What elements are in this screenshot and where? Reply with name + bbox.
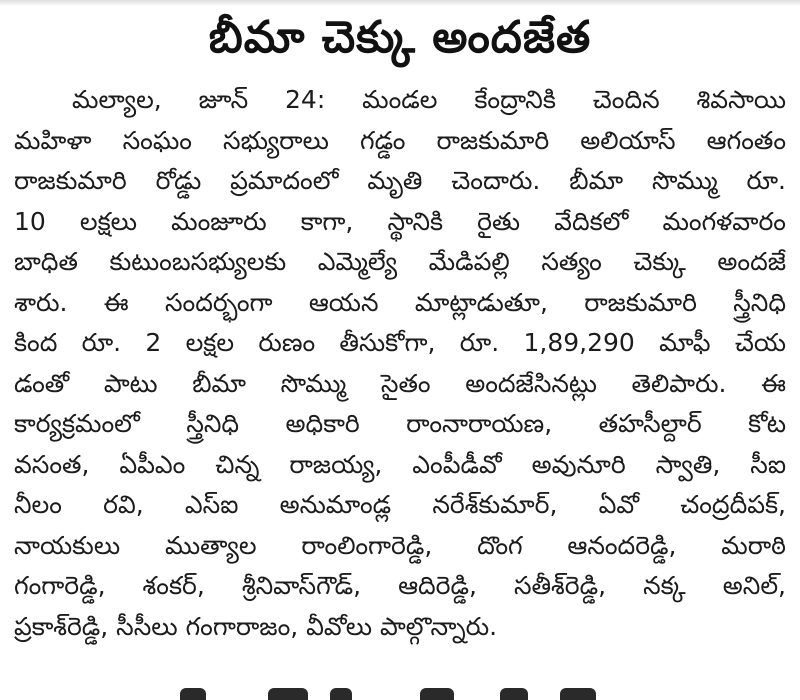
body-line: కార్యక్రమంలో స్త్రీనిధి అధికారి రాంనారాయణ, తహసీల్దార్ కోట	[14, 409, 786, 438]
body-line: 10 లక్షలు మంజూరు కాగా, స్థానికి రైతు వేదికలో మంగళవారం	[14, 206, 786, 236]
top-edge-fragment	[0, 0, 800, 6]
body-line: డంతో పాటు బీమా సొమ్ము సైతం అందజేసినట్లు తెలిపారు. ఈ	[14, 368, 786, 398]
body-line: రాజకుమారి రోడ్డు ప్రమాదంలో మృతి చెందారు. బీమా సొమ్ము రూ.	[14, 166, 786, 195]
body-line: గంగారెడ్డి, శంకర్, శ్రీనివాస్‌గౌడ్, ఆదిరెడ్డి, సతీశ్‌రెడ్డి, నక్క అనిల్,	[14, 571, 786, 600]
cut-off-glyph	[420, 688, 454, 700]
cut-off-glyph	[500, 688, 528, 700]
body-line: శారు. ఈ సందర్భంగా ఆయన మాట్లాడుతూ, రాజకుమారి స్త్రీనిధి	[14, 287, 786, 317]
article-body	[14, 80, 786, 647]
body-line: ప్రకాశ్‌రెడ్డి, సీసీలు గంగారాజం, వీవోలు పాల్గొన్నారు.	[14, 611, 498, 641]
body-line: కింద రూ. 2 లక్షల రుణం తీసుకోగా, రూ. 1,89,290 మాఫీ చేయ	[14, 328, 786, 357]
article-headline: బీమా చెక్కు అందజేత	[208, 12, 592, 63]
cut-off-glyph	[180, 688, 206, 700]
cut-off-glyph	[560, 688, 596, 700]
cut-off-next-headline	[0, 688, 800, 700]
body-line: వసంత, ఏపీఎం చిన్న రాజయ్య, ఎంపీడీవో అవునూరి స్వాతి, సీఐ	[14, 449, 786, 479]
body-line: బాధిత కుటుంబసభ్యులకు ఎమ్మెల్యే మేడిపల్లి సత్యం చెక్కు అందజే	[14, 247, 786, 276]
cut-off-glyph	[330, 688, 352, 700]
body-line: మల్యాల, జూన్ 24: మండల కేంద్రానికి చెందిన శివసాయి	[72, 85, 786, 114]
body-line: మహిళా సంఘం సభ్యురాలు గడ్డం రాజకుమారి అలియాస్ ఆగంతం	[14, 125, 786, 155]
body-line: నాయకులు ముత్యాల రాంలింగారెడ్డి, దొంగ ఆనందరెడ్డి, మరాఠి	[14, 530, 786, 560]
cut-off-glyph	[268, 688, 308, 700]
body-line: నీలం రవి, ఎస్ఐ అనుమాండ్ల నరేశ్‌కుమార్, ఏవో చంద్రదీపక్,	[14, 490, 786, 519]
